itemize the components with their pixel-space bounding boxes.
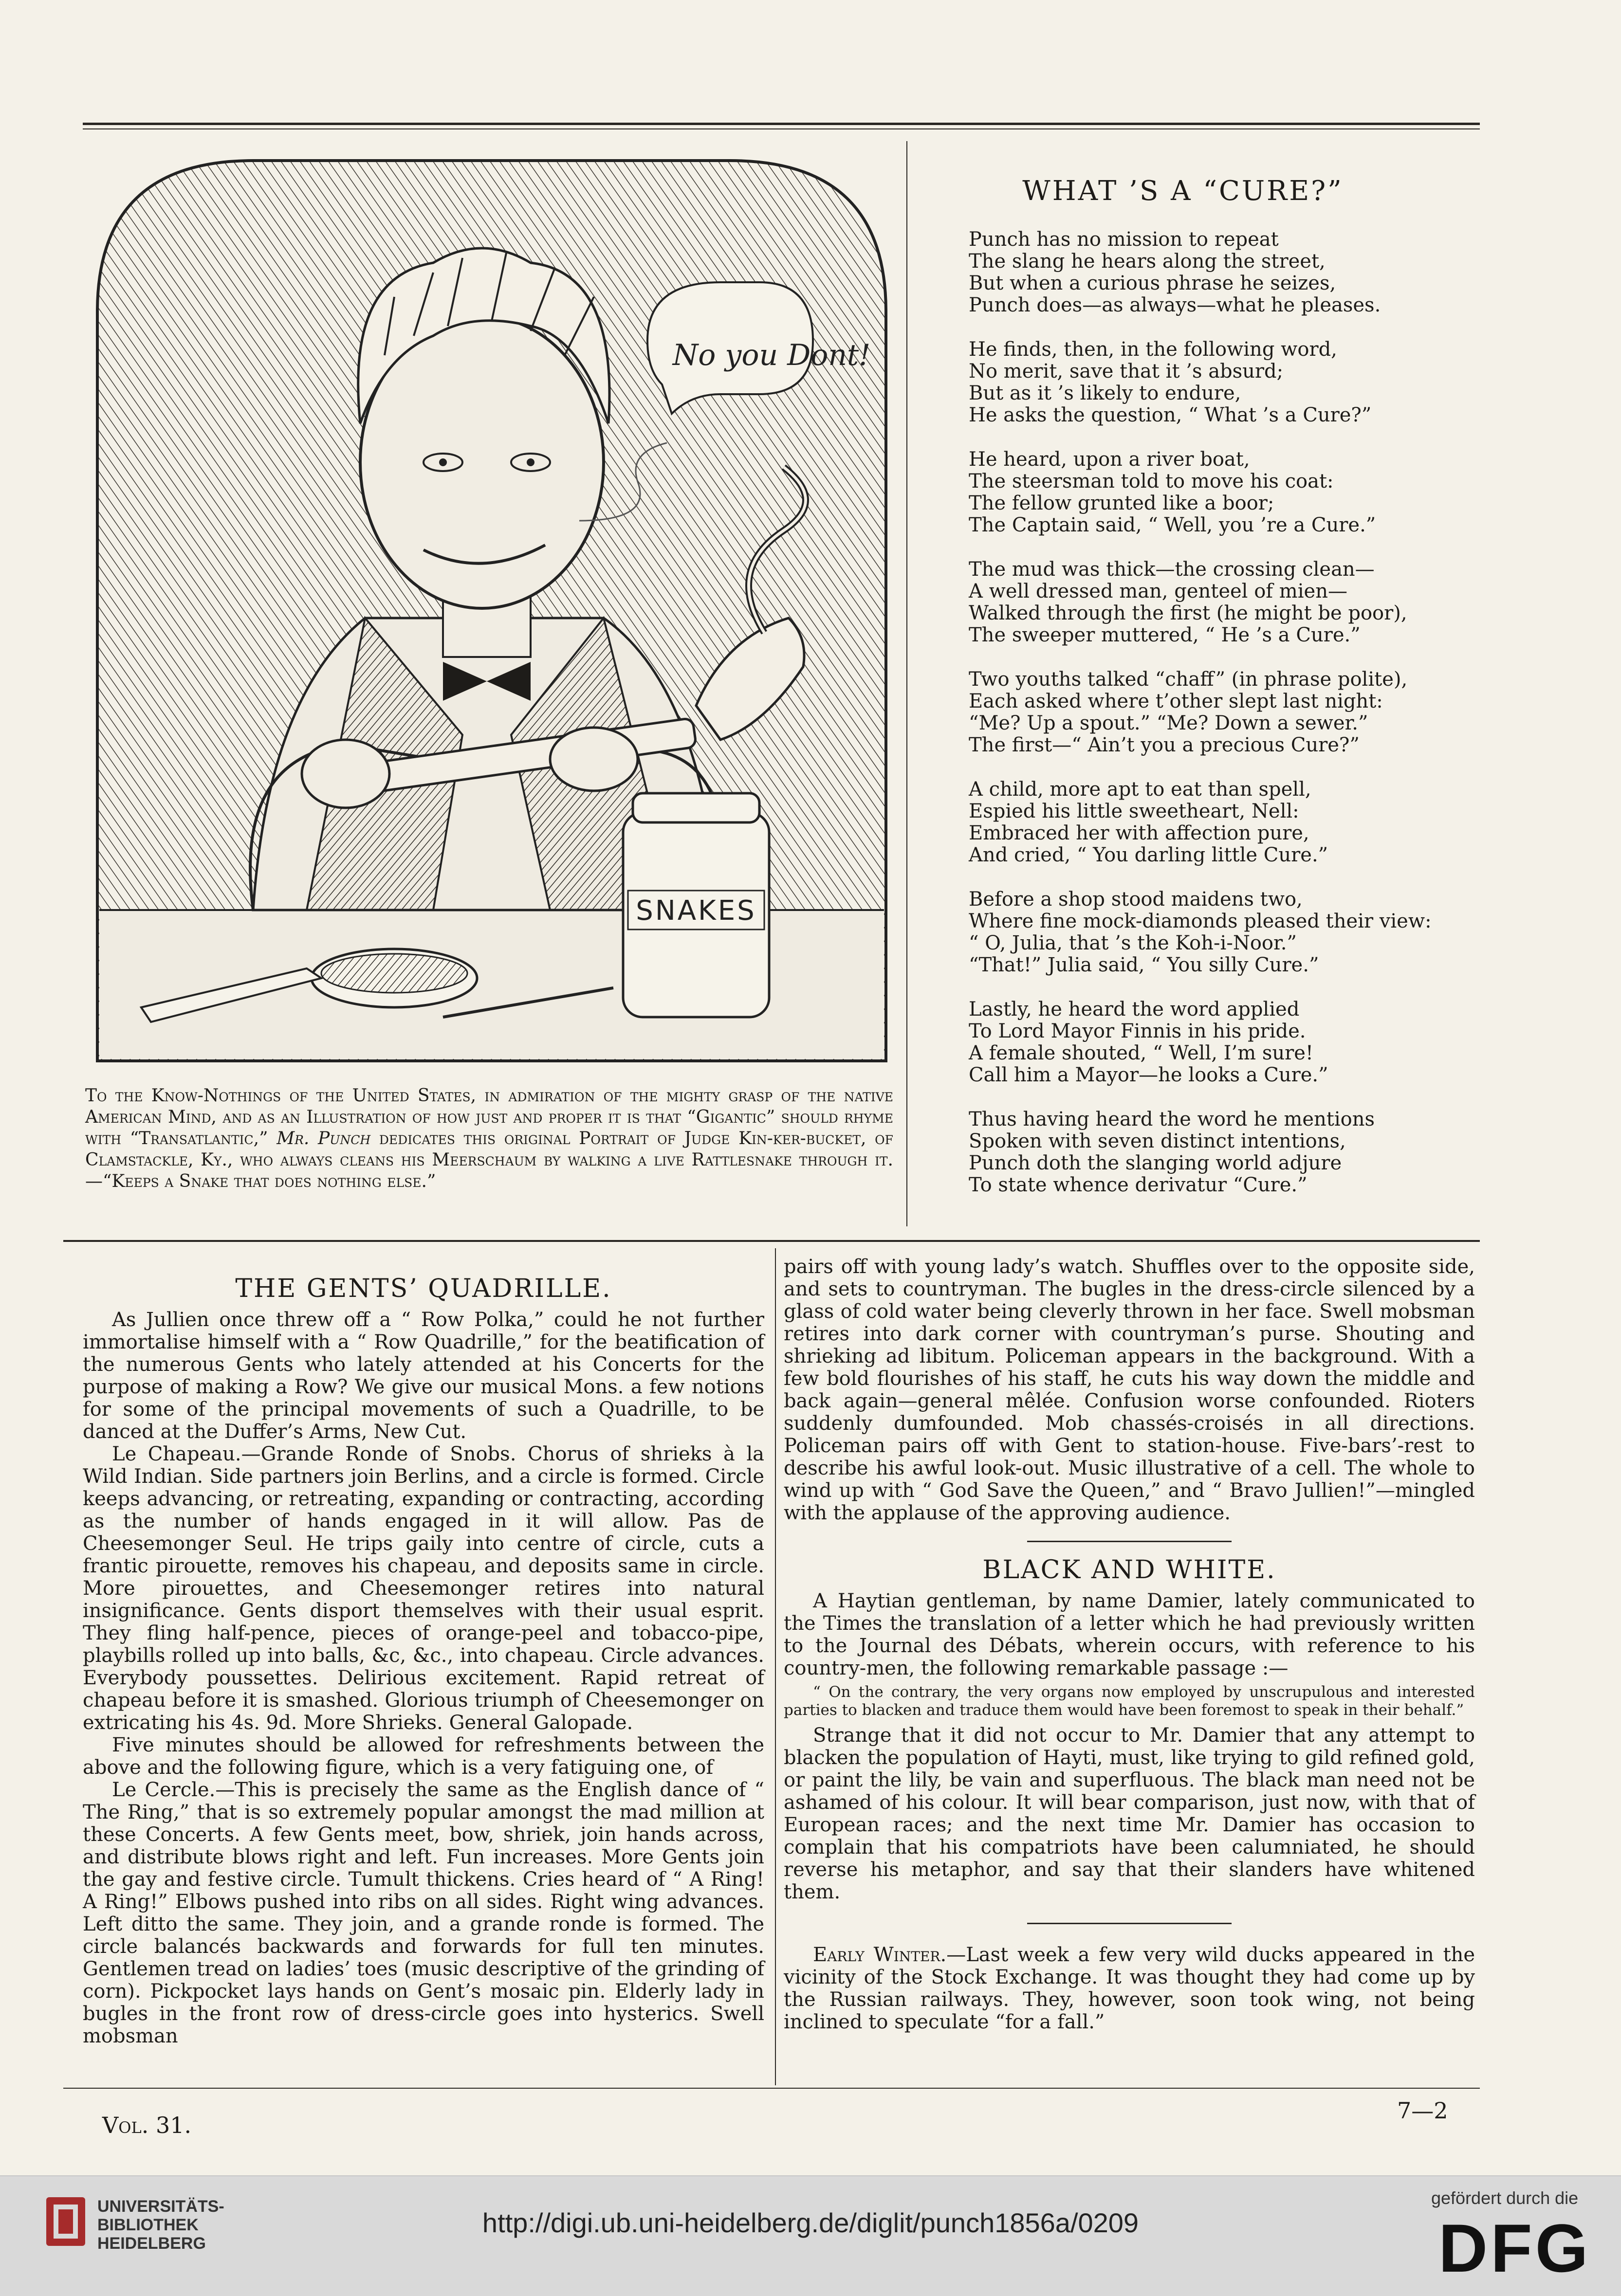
poem-line: “Me? Up a spout.” “Me? Down a sewer.” [969, 712, 1368, 734]
short-rule [1027, 1923, 1232, 1924]
dfg-logo: DFG [1438, 2210, 1591, 2286]
library-name: UNIVERSITÄTS- BIBLIOTHEK HEIDELBERG [97, 2197, 224, 2253]
poem-line: The first—“ Ain’t you a precious Cure?” [969, 734, 1360, 756]
poem-line: Espied his little sweetheart, Nell: [969, 800, 1299, 822]
poem-stanza [969, 999, 1455, 1086]
poem-line: Spoken with seven distinct intentions, [969, 1130, 1346, 1152]
poem-stanza [969, 229, 1455, 316]
early-winter-paragraph: Early Winter.—Last week a few very wild ducks appeared in the vicinity of the Stock Exchange. It was thought they had come up by the Russian railways. They, however, soon took wing, not being inclined to speculate “for a fall.” [784, 1944, 1475, 2033]
poem-line: The fellow grunted like a boor; [969, 492, 1274, 514]
early-winter-lead: Early Winter. [813, 1944, 947, 1966]
poem-stanza [969, 779, 1455, 866]
column-divider-top [906, 141, 907, 1226]
black-white-title: BLACK AND WHITE. [982, 1555, 1276, 1585]
poem-line: Lastly, he heard the word applied [969, 998, 1300, 1020]
poem-line: A female shouted, “ Well, I’m sure! [969, 1042, 1313, 1064]
header-rule [83, 123, 1480, 125]
poem-line: A well dressed man, genteel of mien— [969, 580, 1347, 602]
poem-line: But when a curious phrase he seizes, [969, 272, 1336, 294]
quadrille-paragraph: Le Chapeau.—Grande Ronde of Snobs. Chorus of shrieks à la Wild Indian. Side partners join Berlins, and a circle is formed. Circle keeps advancing, or retreating, expanding or contracting, according as the number of hands engaged in it will allow. Pas de Cheesemonger Seul. He trips gaily into centre of circle, cuts a frantic pirouette, removes his chapeau, and deposits same in circle. More pirouettes, and Cheesemonger retires into natural insignificance. Gents disport themselves with their usual esprit. They fling half-pence, pieces of orange-peel and tobacco-pipe, playbills rolled up into balls, &c, &c., into chapeau. Circle advances. Everybody poussettes. Delirious excitement. Rapid retreat of chapeau before it is smashed. Glorious triumph of Cheesemonger on extricating his 4s. 9d. More Shrieks. General Galopade. [83, 1443, 764, 1734]
poem-line: “ O, Julia, that ’s the Koh-i-Noor.” [969, 932, 1297, 954]
poem-line: Before a shop stood maidens two, [969, 888, 1303, 911]
poem-line: To Lord Mayor Finnis in his pride. [969, 1020, 1306, 1042]
poem-line: But as it ’s likely to endure, [969, 382, 1241, 404]
poem-line: Walked through the first (he might be poor), [969, 602, 1407, 624]
poem-line: He asks the question, “ What ’s a Cure?” [969, 404, 1372, 426]
poem-line: No merit, save that it ’s absurd; [969, 360, 1284, 383]
poem-line: Thus having heard the word he mentions [969, 1108, 1375, 1130]
poem-line: Embraced her with affection pure, [969, 822, 1309, 844]
poem-line: A child, more apt to eat than spell, [969, 778, 1311, 801]
poem-stanza [969, 339, 1455, 426]
poem-line: The sweeper muttered, “ He ’s a Cure.” [969, 624, 1361, 646]
illustration-caption: To the Know-Nothings of the United States, in admiration of the mighty grasp of the native American Mind, and as an Illustration of how just and proper it is that “Gigantic” should rhyme with “Transatlantic,” Mr. Punch dedicates this original Portrait of Judge Kin-ker-bucket, of Clamstackle, Ky., who always cleans his Meerschaum by walking a live Rattlesnake through it.—“Keeps a Snake that does nothing else.” [85, 1086, 894, 1191]
cartoon-illustration [92, 151, 891, 1066]
quadrille-paragraph: As Jullien once threw off a “ Row Polka,” could he not further immortalise himself with a “ Row Quadrille,” for the beatification of the numerous Gents who lately attended at his Concerts for the purpose of making a Row? We give our musical Mons. a few notions for some of the principal movements of such a Quadrille, to be danced at the Duffer’s Arms, New Cut. [83, 1309, 764, 1443]
sponsor-text: gefördert durch die [1431, 2188, 1579, 2208]
poem-line: The Captain said, “ Well, you ’re a Cure.” [969, 514, 1376, 536]
page-url-link[interactable]: http://digi.ub.uni-heidelberg.de/diglit/punch1856a/0209 [482, 2207, 1139, 2238]
quadrille-paragraph: Le Cercle.—This is precisely the same as the English dance of “ The Ring,” that is so extremely popular amongst the mad million at these Concerts. A few Gents meet, bow, shriek, join hands across, and distribute blows right and left. Fun increases. More Gents join the gay and festive circle. Tumult thickens. Cries heard of “ A Ring! A Ring!” Elbows pushed into ribs on all sides. Right wing advances. Left ditto the same. They join, and a grande ronde is formed. The circle balancés backwards and forwards for full ten minutes. Gentlemen tread on ladies’ toes (music descriptive of the grinding of corn). Pickpocket lays hands on Gent’s mosaic pin. Elderly lady in bugles in the front row of dress-circle goes into hysterics. Swell mobsman [83, 1779, 764, 2047]
poem-stanza [969, 889, 1455, 976]
poem-line: The slang he hears along the street, [969, 250, 1326, 273]
quadrille-article [83, 1274, 764, 2047]
poem-line: To state whence derivatur “Cure.” [969, 1174, 1308, 1196]
poem-line: Punch doth the slanging world adjure [969, 1152, 1342, 1174]
poem-line: Two youths talked “chaff” (in phrase polite), [969, 668, 1408, 691]
section-rule [63, 1240, 1480, 1242]
poem-line: Punch does—as always—what he pleases. [969, 294, 1381, 316]
poem-line: He heard, upon a river boat, [969, 448, 1250, 471]
poem-line: Where fine mock-diamonds pleased their view: [969, 910, 1432, 932]
poem-line: And cried, “ You darling little Cure.” [969, 844, 1328, 866]
poem-line: Each asked where t’other slept last night: [969, 690, 1383, 712]
poem-body [969, 229, 1455, 1219]
quadrille-title: THE GENTS’ QUADRILLE. [235, 1274, 612, 1303]
quadrille-paragraph: Five minutes should be allowed for refreshments between the above and the following figure, which is a very fatiguing one, of [83, 1734, 764, 1779]
signature-mark: 7—2 [1397, 2097, 1448, 2124]
black-white-quote: “ On the contrary, the very organs now employed by unscrupulous and interested parties to blacken and traduce them would have been foremost to speak in their behalf.” [784, 1683, 1475, 1719]
poem-line: Punch has no mission to repeat [969, 228, 1279, 251]
quadrille-continuation: pairs off with young lady’s watch. Shuffles over to the opposite side, and sets to countryman. The bugles in the dress-circle silenced by a glass of cold water being cleverly thrown in her face. Swell mobsman retires into dark corner with countryman’s purse. Shouting and shrieking ad libitum. Policeman appears in the background. With a few bold flourishes of his staff, he cuts his way down the middle and back again—general mêlée. Confusion worse confounded. Rioters suddenly dumfounded. Mob chassés-croisés in all directions. Policeman pairs off with Gent to station-house. Five-bars’-rest to describe his awful look-out. Music illustrative of a cell. The whole to wind up with “ God Save the Queen,” and “ Bravo Jullien!”—mingled with the applause of the approving audience. [784, 1256, 1475, 1524]
poem-title: WHAT ’S A “CURE?” [1022, 175, 1344, 207]
right-column-bottom [784, 1256, 1475, 2033]
poem-line: “That!” Julia said, “ You silly Cure.” [969, 954, 1319, 976]
poem-line: The mud was thick—the crossing clean— [969, 558, 1375, 581]
poem-stanza [969, 1109, 1455, 1196]
header-rule-thin [83, 128, 1480, 129]
speech-bubble-text: No you Dont! [672, 338, 871, 372]
poem-stanza [969, 669, 1455, 756]
poem-line: The steersman told to move his coat: [969, 470, 1334, 492]
jar-label: SNAKES [636, 895, 756, 927]
black-white-intro: A Haytian gentleman, by name Damier, lately communicated to the Times the translation of a letter which he had previously written to the Journal des Débats, wherein occurs, with reference to his country-men, the following remarkable passage :— [784, 1590, 1475, 1679]
column-divider-bottom [775, 1248, 776, 2085]
black-white-body: Strange that it did not occur to Mr. Damier that any attempt to blacken the population of Hayti, must, like trying to gild refined gold, or paint the lily, be vain and superfluous. The black man need not be ashamed of his colour. It will bear comparison, just now, with that of European races; and the next time Mr. Damier has occasion to complain that his compatriots have been calumniated, he should reverse his metaphor, and say that their slanders have whitened them. [784, 1724, 1475, 1903]
volume-label: Vol. 31. [102, 2112, 192, 2138]
poem-line: He finds, then, in the following word, [969, 338, 1337, 361]
poem-stanza [969, 449, 1455, 536]
short-rule [1027, 1541, 1232, 1542]
poem-line: Call him a Mayor—he looks a Cure.” [969, 1064, 1328, 1086]
bottom-rule [63, 2088, 1480, 2089]
poem-stanza [969, 559, 1455, 646]
